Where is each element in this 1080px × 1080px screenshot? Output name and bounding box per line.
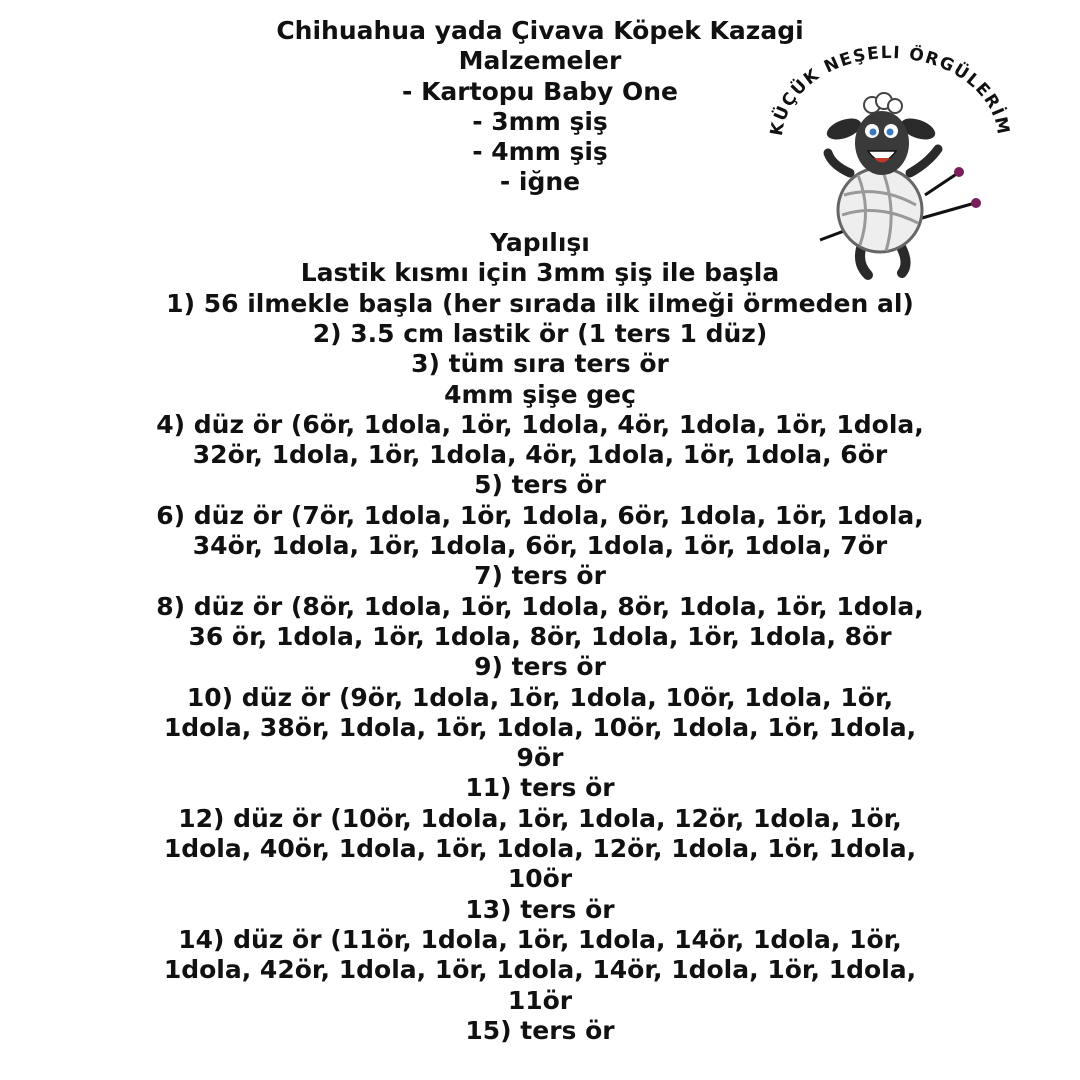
instruction-line: 12) düz ör (10ör, 1dola, 1ör, 1dola, 12ör, 1dola, 1ör, <box>178 803 902 833</box>
instruction-line: 9) ters ör <box>474 652 606 682</box>
instruction-line: 11) ters ör <box>465 773 615 803</box>
instruction-line: 9ör <box>516 743 564 773</box>
instruction-line: 8) düz ör (8ör, 1dola, 1ör, 1dola, 8ör, 1dola, 1ör, 1dola, <box>156 591 924 621</box>
instruction-line: 32ör, 1dola, 1ör, 1dola, 4ör, 1dola, 1ör, 1dola, 6ör <box>192 440 888 470</box>
sheep-with-yarn-ball-icon <box>760 45 1020 290</box>
instructions-intro: Lastik kısmı için 3mm şiş ile başla <box>300 258 780 288</box>
instruction-line: 36 ör, 1dola, 1ör, 1dola, 8ör, 1dola, 1ör, 1dola, 8ör <box>188 621 892 651</box>
instruction-line: 3) tüm sıra ters ör <box>411 349 669 379</box>
instruction-line: 6) düz ör (7ör, 1dola, 1ör, 1dola, 6ör, 1dola, 1ör, 1dola, <box>156 500 924 530</box>
instruction-line: 1dola, 42ör, 1dola, 1ör, 1dola, 14ör, 1dola, 1ör, 1dola, <box>163 955 917 985</box>
material-item: - Kartopu Baby One <box>401 76 678 106</box>
instruction-line: 10ör <box>507 864 573 894</box>
materials-heading: Malzemeler <box>458 46 622 76</box>
instruction-line: 7) ters ör <box>474 561 606 591</box>
instruction-line: 11ör <box>507 985 573 1015</box>
instruction-line: 2) 3.5 cm lastik ör (1 ters 1 düz) <box>312 318 768 348</box>
logo-text: KÜÇÜK NEŞELİ ÖRGÜLERİM <box>766 45 1014 138</box>
instructions-heading: Yapılışı <box>490 228 590 258</box>
recipe-title: Chihuahua yada Çivava Köpek Kazagi <box>276 16 804 45</box>
material-item: - 4mm şiş <box>472 137 608 167</box>
instruction-line: 1) 56 ilmekle başla (her sırada ilk ilmeği örmeden al) <box>166 288 914 318</box>
instruction-line: 5) ters ör <box>474 470 606 500</box>
material-item: - 3mm şiş <box>472 106 608 136</box>
instruction-line: 1dola, 38ör, 1dola, 1ör, 1dola, 10ör, 1dola, 1ör, 1dola, <box>163 712 917 742</box>
instruction-line: 10) düz ör (9ör, 1dola, 1ör, 1dola, 10ör, 1dola, 1ör, <box>186 682 894 712</box>
instruction-line: 4mm şişe geç <box>444 379 636 409</box>
instruction-line: 34ör, 1dola, 1ör, 1dola, 6ör, 1dola, 1ör, 1dola, 7ör <box>192 531 888 561</box>
instruction-line: 1dola, 40ör, 1dola, 1ör, 1dola, 12ör, 1dola, 1ör, 1dola, <box>163 834 917 864</box>
instruction-line: 14) düz ör (11ör, 1dola, 1ör, 1dola, 14ör, 1dola, 1ör, <box>178 924 902 954</box>
material-item: - iğne <box>499 167 581 197</box>
brand-logo <box>760 45 1020 290</box>
instruction-line: 13) ters ör <box>465 894 615 924</box>
instruction-line: 4) düz ör (6ör, 1dola, 1ör, 1dola, 4ör, 1dola, 1ör, 1dola, <box>156 409 924 439</box>
instruction-line: 15) ters ör <box>465 1015 615 1045</box>
